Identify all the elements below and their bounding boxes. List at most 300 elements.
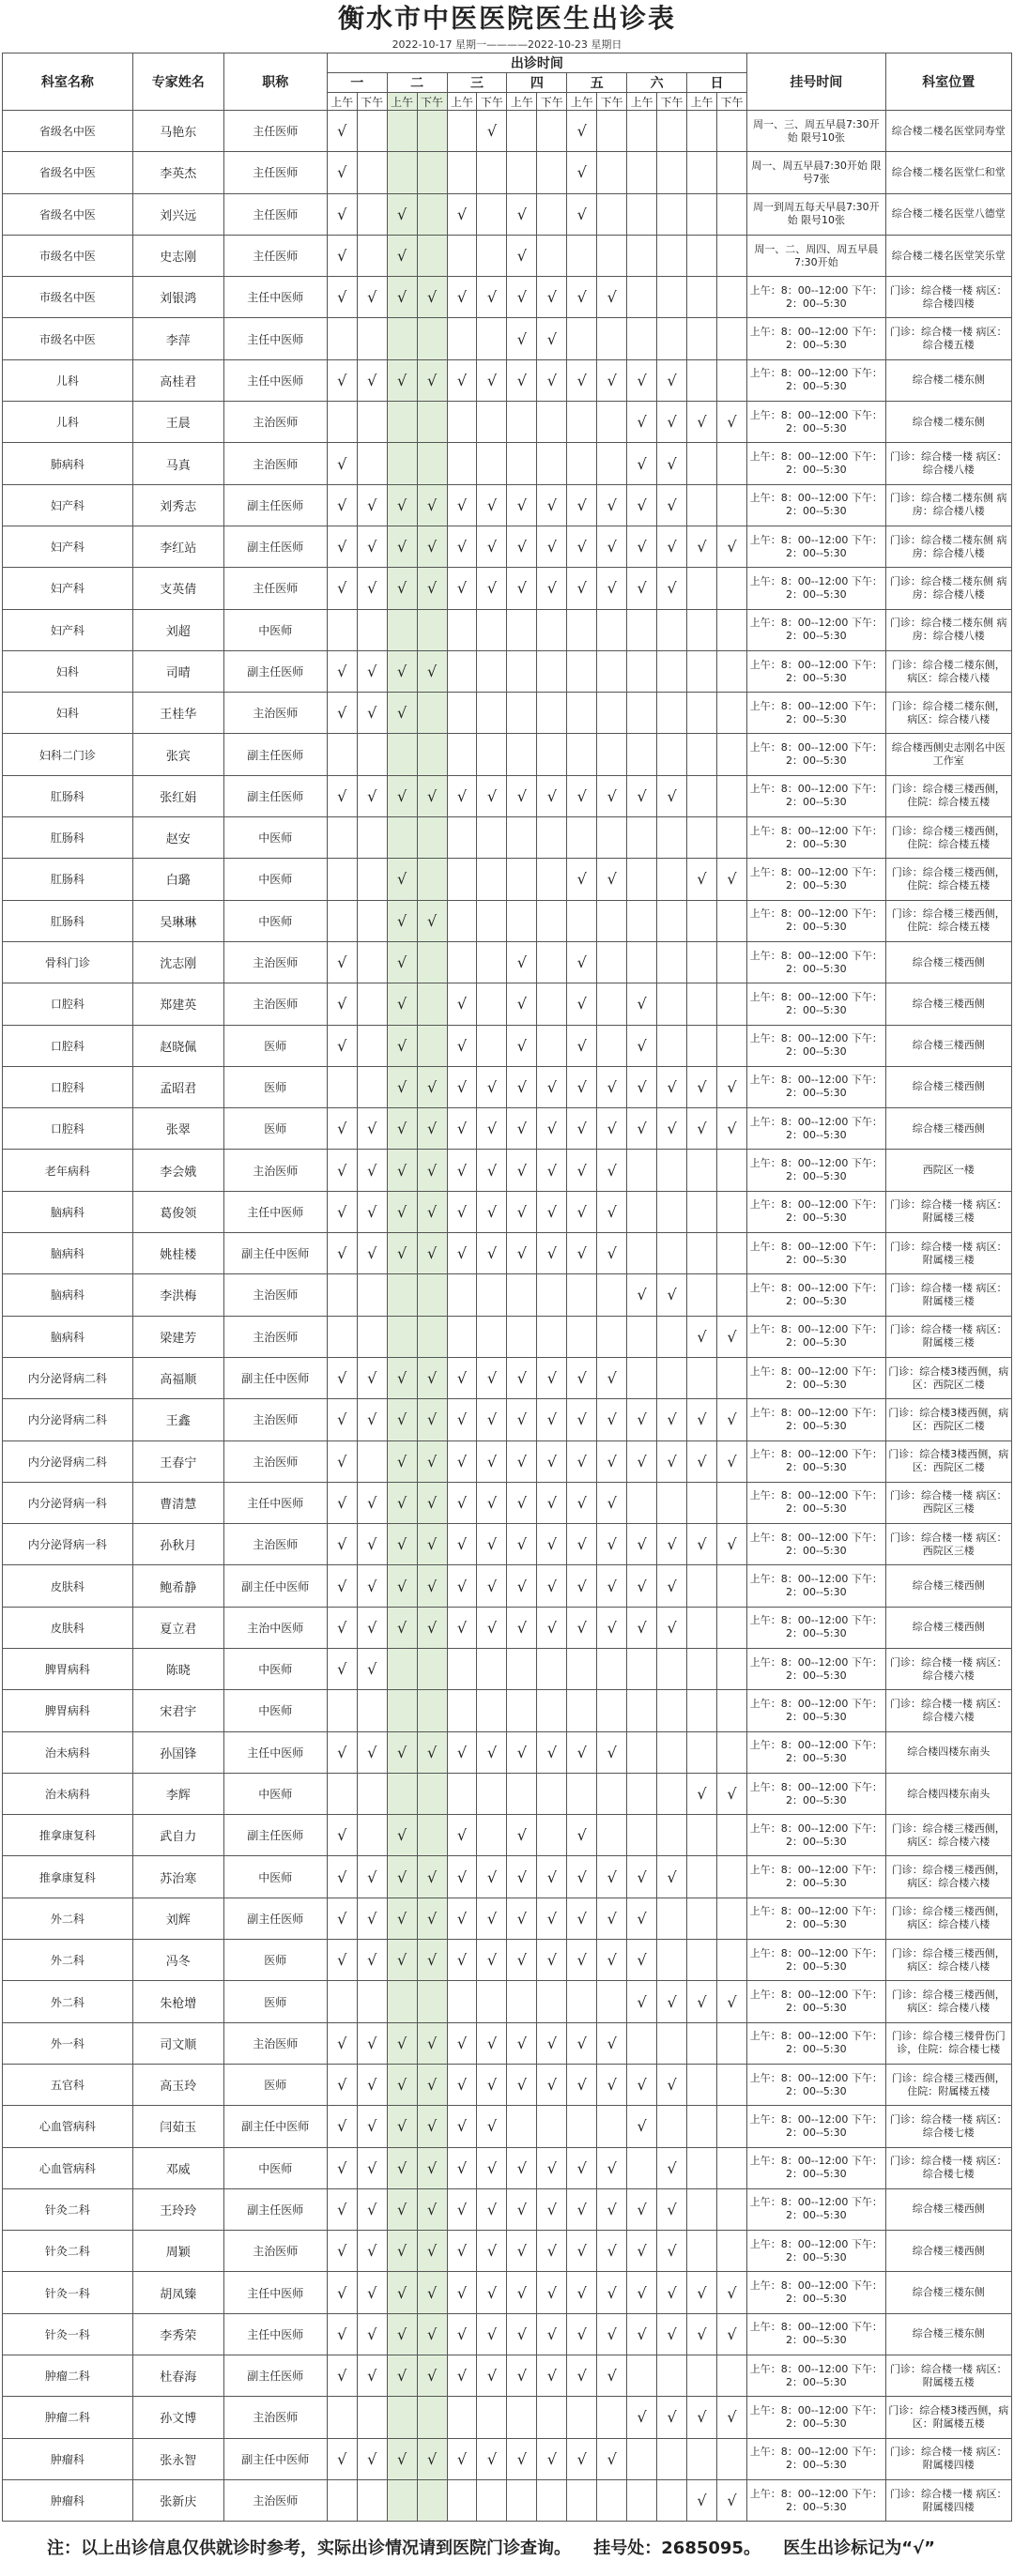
registration-time-cell: 上午：8：00--12:00 下午：2：00--5:30	[747, 1607, 886, 1648]
check-mark: √	[507, 359, 537, 401]
dept-cell: 口腔科	[3, 1025, 133, 1066]
schedule-slot	[387, 152, 417, 193]
dept-cell: 外二科	[3, 1940, 133, 1981]
check-mark: √	[657, 443, 687, 484]
check-mark: √	[477, 1233, 507, 1274]
check-mark: √	[417, 1150, 447, 1191]
check-mark: √	[417, 1856, 447, 1898]
schedule-slot	[357, 817, 387, 859]
check-mark: √	[327, 1940, 357, 1981]
check-mark: √	[507, 1565, 537, 1607]
check-mark: √	[567, 1025, 597, 1066]
check-mark: √	[477, 1940, 507, 1981]
check-mark: √	[567, 359, 597, 401]
doctor-title-cell: 主任医师	[223, 152, 327, 193]
schedule-slot	[716, 941, 746, 983]
schedule-slot	[716, 484, 746, 526]
doctor-title-cell: 主治医师	[223, 1440, 327, 1482]
check-mark: √	[507, 983, 537, 1025]
table-row	[3, 1066, 1012, 1107]
check-mark: √	[597, 1150, 627, 1191]
check-mark: √	[537, 2022, 567, 2064]
registration-time-cell: 上午：8：00--12:00 下午：2：00--5:30	[747, 443, 886, 484]
check-mark: √	[567, 1565, 597, 1607]
check-mark: √	[477, 1482, 507, 1523]
doctor-name-cell: 郑建英	[132, 983, 223, 1025]
doctor-name-cell: 刘秀志	[132, 484, 223, 526]
check-mark: √	[417, 2022, 447, 2064]
schedule-slot	[477, 859, 507, 900]
check-mark: √	[597, 568, 627, 609]
check-mark: √	[327, 1731, 357, 1773]
check-mark: √	[417, 1898, 447, 1939]
dept-cell: 治未病科	[3, 1773, 133, 1814]
doctor-title-cell: 医师	[223, 1066, 327, 1107]
check-mark: √	[627, 983, 657, 1025]
check-mark: √	[417, 650, 447, 692]
check-mark: √	[537, 2064, 567, 2105]
table-row	[3, 1482, 1012, 1523]
check-mark: √	[657, 1981, 687, 2022]
check-mark: √	[417, 2272, 447, 2313]
check-mark: √	[447, 2355, 477, 2397]
check-mark: √	[357, 2272, 387, 2313]
schedule-slot	[507, 693, 537, 734]
check-mark: √	[687, 2313, 717, 2355]
doctor-title-cell: 副主任医师	[223, 526, 327, 567]
check-mark: √	[327, 650, 357, 692]
schedule-slot	[327, 734, 357, 775]
doctor-name-cell: 李红站	[132, 526, 223, 567]
check-mark: √	[387, 1066, 417, 1107]
dept-cell: 内分泌肾病一科	[3, 1482, 133, 1523]
check-mark: √	[447, 1482, 477, 1523]
check-mark: √	[687, 1981, 717, 2022]
registration-time-cell: 上午：8：00--12:00 下午：2：00--5:30	[747, 1940, 886, 1981]
table-row	[3, 1399, 1012, 1440]
schedule-slot	[537, 859, 567, 900]
schedule-slot	[716, 1025, 746, 1066]
check-mark: √	[507, 2147, 537, 2188]
check-mark: √	[627, 775, 657, 816]
check-mark: √	[627, 1981, 657, 2022]
check-mark: √	[507, 2064, 537, 2105]
dept-cell: 针灸一科	[3, 2272, 133, 2313]
check-mark: √	[447, 1399, 477, 1440]
registration-time-cell: 上午：8：00--12:00 下午：2：00--5:30	[747, 1440, 886, 1482]
schedule-slot	[567, 402, 597, 443]
dept-cell: 口腔科	[3, 1066, 133, 1107]
doctor-title-cell: 主任医师	[223, 193, 327, 235]
schedule-slot	[597, 402, 627, 443]
schedule-slot	[567, 1648, 597, 1689]
check-mark: √	[417, 1191, 447, 1232]
schedule-slot	[687, 2438, 717, 2479]
schedule-slot	[417, 1690, 447, 1731]
table-row	[3, 318, 1012, 359]
check-mark: √	[507, 318, 537, 359]
check-mark: √	[537, 277, 567, 318]
check-mark: √	[507, 2022, 537, 2064]
dept-cell: 妇科	[3, 650, 133, 692]
check-mark: √	[687, 402, 717, 443]
schedule-slot	[657, 1233, 687, 1274]
schedule-slot	[477, 402, 507, 443]
check-mark: √	[447, 1565, 477, 1607]
schedule-slot	[657, 1191, 687, 1232]
doctor-name-cell: 高玉玲	[132, 2064, 223, 2105]
schedule-slot	[417, 1648, 447, 1689]
check-mark: √	[567, 2064, 597, 2105]
day-header: 二	[387, 73, 447, 93]
schedule-slot	[687, 235, 717, 276]
schedule-slot	[716, 983, 746, 1025]
schedule-slot	[597, 817, 627, 859]
doctor-title-cell: 副主任中医师	[223, 1565, 327, 1607]
check-mark: √	[447, 2188, 477, 2230]
schedule-slot	[447, 2479, 477, 2521]
schedule-slot	[327, 1690, 357, 1731]
location-cell: 综合楼三楼西侧	[885, 2231, 1011, 2272]
schedule-slot	[716, 1648, 746, 1689]
schedule-slot	[716, 1191, 746, 1232]
doctor-name-cell: 夏立君	[132, 1607, 223, 1648]
schedule-slot	[567, 443, 597, 484]
schedule-slot	[716, 277, 746, 318]
check-mark: √	[627, 359, 657, 401]
check-mark: √	[597, 1731, 627, 1773]
table-row	[3, 2355, 1012, 2397]
page-title: 衡水市中医医院医生出诊表	[337, 3, 676, 34]
check-mark: √	[477, 1440, 507, 1482]
schedule-slot	[447, 235, 477, 276]
check-mark: √	[567, 1440, 597, 1482]
check-mark: √	[327, 1898, 357, 1939]
check-mark: √	[657, 1274, 687, 1316]
table-row	[3, 1440, 1012, 1482]
day-header: 五	[567, 73, 627, 93]
table-row	[3, 609, 1012, 650]
doctor-title-cell: 中医师	[223, 1773, 327, 1814]
check-mark: √	[567, 2231, 597, 2272]
check-mark: √	[477, 359, 507, 401]
dept-cell: 脑病科	[3, 1316, 133, 1357]
table-row	[3, 1815, 1012, 1856]
check-mark: √	[477, 1150, 507, 1191]
location-cell: 门诊：综合楼二楼东侧 病房：综合楼八楼	[885, 526, 1011, 567]
schedule-body	[3, 111, 1012, 2522]
location-cell: 门诊：综合楼一楼 病区：综合楼六楼	[885, 1648, 1011, 1689]
footer-phone: 挂号处：2685095。	[593, 2538, 760, 2559]
schedule-slot	[507, 2479, 537, 2521]
schedule-slot	[657, 1482, 687, 1523]
schedule-slot	[567, 900, 597, 941]
schedule-slot	[627, 693, 657, 734]
check-mark: √	[567, 775, 597, 816]
location-cell: 综合楼三楼西侧	[885, 1565, 1011, 1607]
table-row	[3, 2313, 1012, 2355]
check-mark: √	[327, 775, 357, 816]
schedule-slot	[537, 693, 567, 734]
registration-time-cell: 上午：8：00--12:00 下午：2：00--5:30	[747, 2231, 886, 2272]
schedule-slot	[327, 1274, 357, 1316]
doctor-title-cell: 中医师	[223, 609, 327, 650]
schedule-slot	[657, 609, 687, 650]
location-cell: 门诊：综合楼二楼东侧 病房：综合楼八楼	[885, 484, 1011, 526]
doctor-title-cell: 副主任中医师	[223, 1233, 327, 1274]
schedule-slot	[657, 941, 687, 983]
schedule-slot	[716, 1565, 746, 1607]
check-mark: √	[327, 443, 357, 484]
schedule-slot	[567, 2106, 597, 2147]
schedule-slot	[417, 1025, 447, 1066]
registration-time-cell: 上午：8：00--12:00 下午：2：00--5:30	[747, 318, 886, 359]
check-mark: √	[387, 2188, 417, 2230]
dept-cell: 口腔科	[3, 1108, 133, 1150]
check-mark: √	[537, 1731, 567, 1773]
doctor-name-cell: 曹清慧	[132, 1482, 223, 1523]
doctor-name-cell: 宋君宇	[132, 1690, 223, 1731]
doctor-name-cell: 孟昭君	[132, 1066, 223, 1107]
check-mark: √	[537, 1399, 567, 1440]
schedule-slot	[537, 1316, 567, 1357]
doctor-title-cell: 主治医师	[223, 2022, 327, 2064]
check-mark: √	[357, 1898, 387, 1939]
schedule-slot	[507, 443, 537, 484]
schedule-slot	[357, 1773, 387, 1814]
doctor-title-cell: 主治医师	[223, 1150, 327, 1191]
schedule-slot	[567, 609, 597, 650]
schedule-slot	[716, 111, 746, 152]
check-mark: √	[687, 1440, 717, 1482]
schedule-slot	[567, 1274, 597, 1316]
check-mark: √	[597, 2272, 627, 2313]
check-mark: √	[567, 1108, 597, 1150]
schedule-slot	[597, 1981, 627, 2022]
check-mark: √	[477, 2106, 507, 2147]
doctor-name-cell: 李英杰	[132, 152, 223, 193]
check-mark: √	[567, 526, 597, 567]
schedule-slot	[657, 152, 687, 193]
doctor-title-cell: 主治医师	[223, 693, 327, 734]
check-mark: √	[537, 2272, 567, 2313]
check-mark: √	[387, 1025, 417, 1066]
check-mark: √	[357, 568, 387, 609]
schedule-slot	[387, 2479, 417, 2521]
check-mark: √	[716, 1524, 746, 1565]
day-header: 一	[327, 73, 387, 93]
registration-time-cell: 上午：8：00--12:00 下午：2：00--5:30	[747, 1815, 886, 1856]
check-mark: √	[327, 152, 357, 193]
registration-time-cell: 上午：8：00--12:00 下午：2：00--5:30	[747, 1648, 886, 1689]
registration-time-cell: 上午：8：00--12:00 下午：2：00--5:30	[747, 1981, 886, 2022]
check-mark: √	[627, 568, 657, 609]
check-mark: √	[507, 1440, 537, 1482]
check-mark: √	[657, 526, 687, 567]
check-mark: √	[687, 1316, 717, 1357]
schedule-slot	[447, 1316, 477, 1357]
table-row	[3, 402, 1012, 443]
check-mark: √	[567, 983, 597, 1025]
check-mark: √	[597, 1357, 627, 1398]
check-mark: √	[477, 568, 507, 609]
check-mark: √	[327, 2106, 357, 2147]
schedule-slot	[716, 2355, 746, 2397]
check-mark: √	[597, 1399, 627, 1440]
doctor-title-cell: 主任中医师	[223, 359, 327, 401]
schedule-slot	[716, 1815, 746, 1856]
check-mark: √	[627, 2231, 657, 2272]
dept-cell: 针灸二科	[3, 2231, 133, 2272]
check-mark: √	[507, 2313, 537, 2355]
doctor-name-cell: 王桂华	[132, 693, 223, 734]
check-mark: √	[387, 526, 417, 567]
header-time: 挂号时间	[747, 53, 886, 111]
check-mark: √	[387, 1731, 417, 1773]
check-mark: √	[567, 1607, 597, 1648]
check-mark: √	[687, 2397, 717, 2438]
schedule-slot	[627, 1773, 657, 1814]
schedule-slot	[716, 1274, 746, 1316]
dept-cell: 市级名中医	[3, 277, 133, 318]
schedule-slot	[417, 111, 447, 152]
schedule-slot	[597, 941, 627, 983]
schedule-slot	[597, 193, 627, 235]
location-cell: 门诊：综合楼一楼 病区：附属楼五楼	[885, 2355, 1011, 2397]
table-row	[3, 941, 1012, 983]
check-mark: √	[327, 2313, 357, 2355]
schedule-slot	[687, 2355, 717, 2397]
check-mark: √	[357, 2022, 387, 2064]
check-mark: √	[507, 568, 537, 609]
check-mark: √	[357, 2064, 387, 2105]
location-cell: 门诊：综合楼一楼 病区：附属楼三楼	[885, 1274, 1011, 1316]
doctor-title-cell: 中医师	[223, 859, 327, 900]
check-mark: √	[567, 1524, 597, 1565]
check-mark: √	[597, 526, 627, 567]
dept-cell: 省级名中医	[3, 111, 133, 152]
doctor-title-cell: 副主任医师	[223, 650, 327, 692]
dept-cell: 肿瘤二科	[3, 2397, 133, 2438]
check-mark: √	[537, 775, 567, 816]
check-mark: √	[657, 2231, 687, 2272]
schedule-slot	[657, 817, 687, 859]
check-mark: √	[567, 2147, 597, 2188]
schedule-slot	[507, 2106, 537, 2147]
check-mark: √	[657, 484, 687, 526]
check-mark: √	[687, 1524, 717, 1565]
schedule-slot	[567, 1690, 597, 1731]
registration-time-cell: 上午：8：00--12:00 下午：2：00--5:30	[747, 1565, 886, 1607]
location-cell: 门诊：综合楼一楼 病区：综合楼五楼	[885, 318, 1011, 359]
location-cell: 门诊：综合楼一楼 病区：西院区三楼	[885, 1482, 1011, 1523]
schedule-slot	[687, 1025, 717, 1066]
check-mark: √	[327, 1025, 357, 1066]
registration-time-cell: 上午：8：00--12:00 下午：2：00--5:30	[747, 1731, 886, 1773]
check-mark: √	[537, 2188, 567, 2230]
table-row	[3, 1940, 1012, 1981]
check-mark: √	[447, 1191, 477, 1232]
check-mark: √	[327, 277, 357, 318]
registration-time-cell: 上午：8：00--12:00 下午：2：00--5:30	[747, 484, 886, 526]
footer	[0, 2522, 1014, 2576]
schedule-slot	[687, 443, 717, 484]
schedule-slot	[657, 318, 687, 359]
schedule-slot	[687, 1898, 717, 1939]
location-cell: 综合楼三楼西侧	[885, 1066, 1011, 1107]
dept-cell: 内分泌肾病二科	[3, 1399, 133, 1440]
check-mark: √	[597, 2231, 627, 2272]
check-mark: √	[477, 1856, 507, 1898]
check-mark: √	[327, 2231, 357, 2272]
schedule-slot	[447, 2397, 477, 2438]
schedule-slot	[716, 1233, 746, 1274]
schedule-slot	[537, 2397, 567, 2438]
check-mark: √	[417, 775, 447, 816]
dept-cell: 儿科	[3, 402, 133, 443]
schedule-slot	[507, 402, 537, 443]
check-mark: √	[657, 568, 687, 609]
registration-time-cell: 周一、二、周四、周五早晨7:30开始	[747, 235, 886, 276]
schedule-slot	[687, 152, 717, 193]
check-mark: √	[387, 1898, 417, 1939]
check-mark: √	[327, 1440, 357, 1482]
location-cell: 门诊：综合楼一楼 病区：附属楼四楼	[885, 2479, 1011, 2521]
schedule-slot	[687, 193, 717, 235]
schedule-slot	[716, 1731, 746, 1773]
check-mark: √	[507, 193, 537, 235]
check-mark: √	[597, 1898, 627, 1939]
check-mark: √	[597, 1482, 627, 1523]
check-mark: √	[507, 1066, 537, 1107]
check-mark: √	[507, 2188, 537, 2230]
location-cell: 综合楼二楼名医堂同寿堂	[885, 111, 1011, 152]
check-mark: √	[597, 2313, 627, 2355]
check-mark: √	[327, 693, 357, 734]
location-cell: 综合楼二楼名医堂八德堂	[885, 193, 1011, 235]
check-mark: √	[537, 2231, 567, 2272]
doctor-name-cell: 张红娟	[132, 775, 223, 816]
dept-cell: 肿瘤科	[3, 2479, 133, 2521]
schedule-slot	[597, 734, 627, 775]
schedule-slot	[657, 1150, 687, 1191]
schedule-slot	[716, 193, 746, 235]
check-mark: √	[327, 193, 357, 235]
check-mark: √	[597, 2022, 627, 2064]
schedule-slot	[657, 650, 687, 692]
doctor-title-cell: 副主任医师	[223, 2355, 327, 2397]
schedule-slot	[357, 318, 387, 359]
schedule-slot	[597, 983, 627, 1025]
registration-time-cell: 上午：8：00--12:00 下午：2：00--5:30	[747, 2188, 886, 2230]
dept-cell: 妇科二门诊	[3, 734, 133, 775]
schedule-slot	[447, 941, 477, 983]
check-mark: √	[537, 568, 567, 609]
schedule-slot	[417, 734, 447, 775]
registration-time-cell: 上午：8：00--12:00 下午：2：00--5:30	[747, 609, 886, 650]
schedule-slot	[627, 2022, 657, 2064]
schedule-slot	[687, 1150, 717, 1191]
table-row	[3, 1856, 1012, 1898]
schedule-slot	[357, 900, 387, 941]
check-mark: √	[417, 484, 447, 526]
registration-time-cell: 上午：8：00--12:00 下午：2：00--5:30	[747, 1856, 886, 1898]
schedule-slot	[417, 1981, 447, 2022]
check-mark: √	[417, 2106, 447, 2147]
check-mark: √	[387, 484, 417, 526]
check-mark: √	[417, 1108, 447, 1150]
check-mark: √	[627, 1025, 657, 1066]
